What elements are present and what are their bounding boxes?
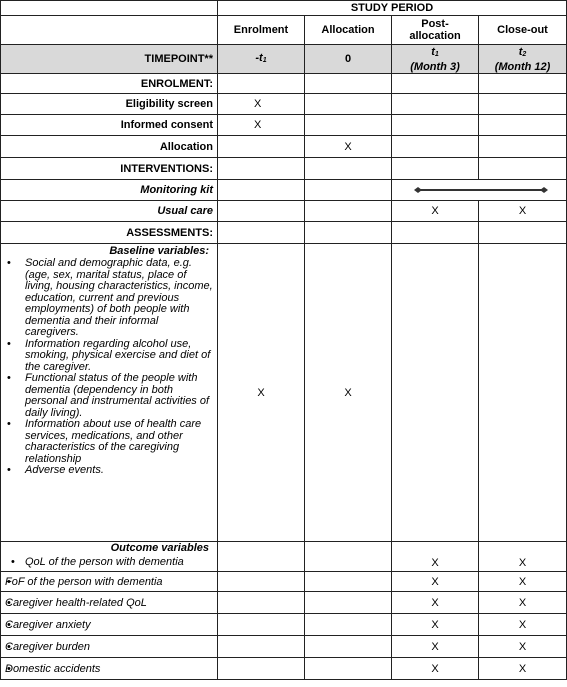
x-mark: [392, 244, 479, 542]
x-mark: [305, 572, 392, 592]
col-post-allocation: Post- allocation: [392, 16, 479, 45]
baseline-heading: Baseline variables:: [109, 245, 209, 257]
x-mark: [218, 572, 305, 592]
baseline-cell: [1, 244, 218, 542]
study-period-heading: STUDY PERIOD: [218, 1, 567, 16]
row-label: Monitoring kit: [1, 180, 218, 201]
x-mark: X: [218, 94, 305, 115]
column-header-row: [1, 16, 567, 45]
x-mark: [479, 136, 567, 158]
baseline-list: [5, 258, 213, 477]
x-mark: X: [305, 136, 392, 158]
usual-care-row: [1, 201, 567, 222]
x-mark: [392, 136, 479, 158]
duration-line: [392, 180, 567, 200]
timepoint-main: t: [518, 45, 523, 58]
outcome-row: [1, 592, 567, 614]
x-mark: [392, 94, 479, 115]
x-mark: X: [479, 636, 567, 658]
enrolment-title-row: [1, 74, 567, 94]
timepoint-note: (Month 12): [494, 60, 551, 73]
x-mark: [218, 136, 305, 158]
x-mark: [305, 636, 392, 658]
x-mark: [479, 94, 567, 115]
x-mark: X: [305, 244, 392, 542]
x-mark: X: [392, 542, 479, 572]
list-item: • QoL of the person with dementia: [5, 555, 213, 569]
x-mark: X: [479, 592, 567, 614]
timepoint-close-out: [479, 45, 567, 74]
col-close-out: Close-out: [479, 16, 567, 45]
x-mark: X: [479, 201, 567, 222]
duration-end-diamond: [540, 187, 548, 193]
x-mark: X: [479, 658, 567, 680]
list-item: • Information regarding alcohol use, smoking, physical exercise and diet of the caregiver.: [5, 339, 213, 374]
outcome-row: [1, 572, 567, 592]
outcome-row: [1, 614, 567, 636]
study-period-row: [1, 1, 567, 16]
x-mark: X: [392, 201, 479, 222]
section-title-enrolment: ENROLMENT:: [1, 74, 218, 94]
outcome-row: [1, 542, 567, 572]
x-mark: [479, 115, 567, 136]
list-item: • Social and demographic data, e.g. (age, sex, marital status, place of living, housing characteristics, income, education, current and previous employments) of both people with dementia and their informal caregivers.: [5, 258, 213, 339]
x-mark: X: [479, 542, 567, 572]
outcome-row: [1, 658, 567, 680]
list-item: • Caregiver burden: [1, 636, 218, 658]
baseline-row: [1, 244, 567, 542]
list-item: • Caregiver health-related QoL: [1, 592, 218, 614]
x-mark: [305, 201, 392, 222]
assessments-title-row: [1, 222, 567, 244]
timepoint-main: -t: [255, 51, 263, 64]
x-mark: [479, 244, 567, 542]
x-mark: X: [392, 636, 479, 658]
x-mark: [305, 658, 392, 680]
outcome-heading: Outcome variables: [110, 542, 209, 554]
list-item: • Caregiver anxiety: [1, 614, 218, 636]
x-mark: [305, 592, 392, 614]
monitoring-kit-span: [392, 180, 567, 201]
timepoint-label: TIMEPOINT**: [1, 45, 218, 74]
x-mark: [218, 636, 305, 658]
blank-corner: [1, 16, 218, 45]
timepoint-main: 0: [344, 53, 352, 65]
outcome-cell: [1, 542, 218, 572]
timepoint-post-allocation: [392, 45, 479, 74]
monitoring-kit-row: [1, 180, 567, 201]
section-title-interventions: INTERVENTIONS:: [1, 158, 218, 180]
x-mark: [305, 614, 392, 636]
list-item: • Information about use of health care services, medications, and other characteristics of the caregiving relationship: [5, 419, 213, 465]
x-mark: [218, 592, 305, 614]
list-item: • Functional status of the people with dementia (dependency in both personal and instrumental activities of daily living).: [5, 373, 213, 419]
x-mark: X: [392, 658, 479, 680]
col-enrolment: Enrolment: [218, 16, 305, 45]
col-allocation: Allocation: [305, 16, 392, 45]
x-mark: X: [218, 115, 305, 136]
x-mark: [305, 94, 392, 115]
row-label: Eligibility screen: [1, 94, 218, 115]
x-mark: [392, 115, 479, 136]
x-mark: X: [479, 614, 567, 636]
timepoint-sub: 1: [262, 56, 267, 64]
interventions-title-row: [1, 158, 567, 180]
x-mark: X: [392, 614, 479, 636]
row-label: Usual care: [1, 201, 218, 222]
enrolment-row: [1, 94, 567, 115]
x-mark: [218, 614, 305, 636]
x-mark: X: [479, 572, 567, 592]
blank-corner: [1, 1, 218, 16]
row-label: Allocation: [1, 136, 218, 158]
timepoint-enrolment: [218, 45, 305, 74]
outcome-row: [1, 636, 567, 658]
x-mark: [218, 201, 305, 222]
list-item: • Domestic accidents: [1, 658, 218, 680]
timepoint-sub: 2: [522, 50, 527, 58]
list-item: • Adverse events.: [5, 465, 213, 477]
timepoint-row: [1, 45, 567, 74]
x-mark: [218, 542, 305, 572]
x-mark: X: [392, 592, 479, 614]
x-mark: [305, 115, 392, 136]
timepoint-allocation: [305, 45, 392, 74]
x-mark: [218, 658, 305, 680]
x-mark: X: [392, 572, 479, 592]
duration-start-diamond: [414, 187, 422, 193]
x-mark: X: [218, 244, 305, 542]
x-mark: [305, 542, 392, 572]
timepoint-main: t: [431, 45, 435, 58]
timepoint-note: (Month 3): [410, 60, 460, 73]
list-item: • FoF of the person with dementia: [1, 572, 218, 592]
row-label: Informed consent: [1, 115, 218, 136]
timepoint-sub: 1: [434, 50, 439, 58]
enrolment-row: [1, 115, 567, 136]
enrolment-row: [1, 136, 567, 158]
section-title-assessments: ASSESSMENTS:: [1, 222, 218, 244]
